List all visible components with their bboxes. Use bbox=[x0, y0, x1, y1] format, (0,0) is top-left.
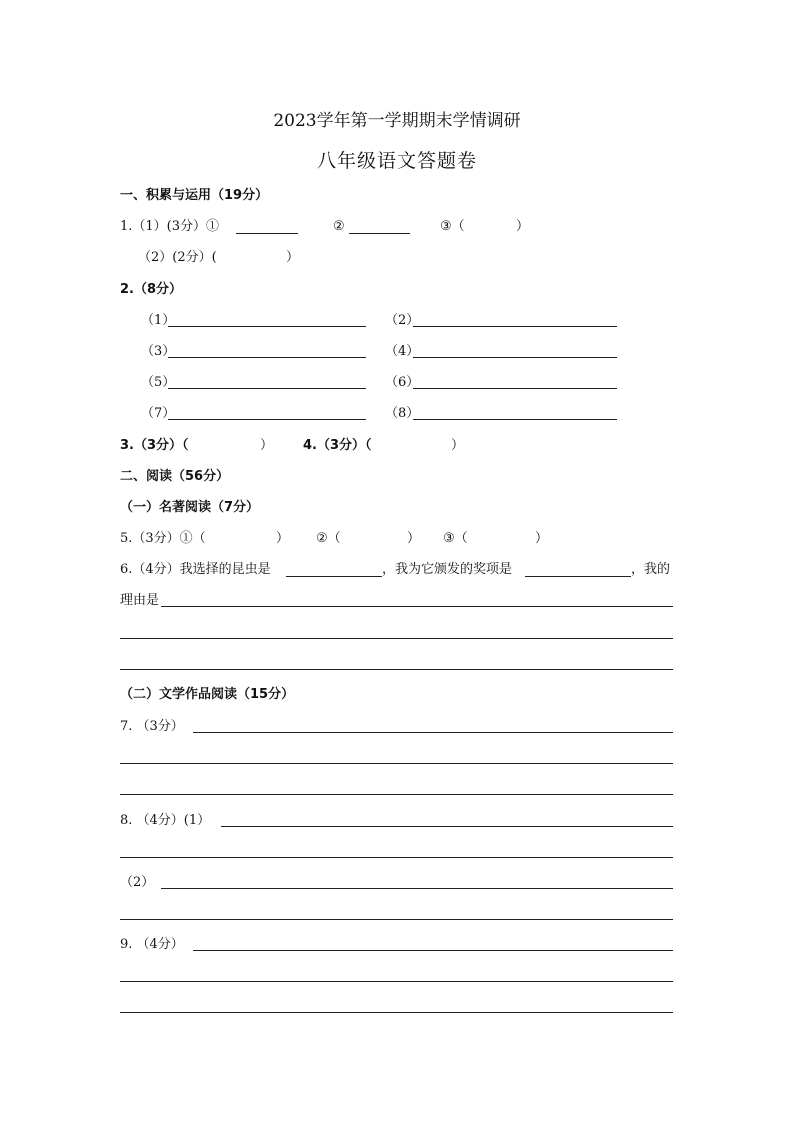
q2-answer-7[interactable] bbox=[168, 419, 366, 420]
q6-answer-insect[interactable] bbox=[286, 576, 382, 577]
q5-close-3: ） bbox=[535, 531, 549, 546]
q9-answer-3[interactable] bbox=[120, 1012, 673, 1013]
q4-close: ） bbox=[451, 438, 465, 453]
exam-title: 2023学年第一学期期末学情调研 bbox=[273, 111, 521, 131]
q2-item-8: （8） bbox=[385, 406, 420, 421]
q6-text-a: 6.（4分）我选择的昆虫是 bbox=[120, 562, 271, 577]
q5-circle-3: ③（ bbox=[443, 531, 468, 546]
q1-answer-1[interactable] bbox=[236, 233, 298, 234]
q6-answer-reason-1[interactable] bbox=[161, 606, 673, 607]
q1-paren-close-3: ） bbox=[516, 219, 530, 234]
section1-heading: 一、积累与运用（19分） bbox=[120, 188, 269, 203]
q6-text-c: ，我的 bbox=[631, 562, 671, 577]
q7-answer-1[interactable] bbox=[193, 732, 673, 733]
q6-answer-reason-2[interactable] bbox=[120, 638, 673, 639]
q2-item-5: （5） bbox=[141, 375, 176, 390]
q3-label: 3.（3分）（ bbox=[120, 438, 189, 453]
q5-close-1: ） bbox=[276, 531, 290, 546]
q3-close: ） bbox=[260, 438, 274, 453]
q2-answer-8[interactable] bbox=[413, 419, 617, 420]
q9-label: 9. （4分） bbox=[120, 937, 184, 952]
q2-answer-2[interactable] bbox=[413, 326, 617, 327]
q6-text-d: 理由是 bbox=[120, 593, 160, 608]
q2-item-7: （7） bbox=[141, 406, 176, 421]
q2-item-4: （4） bbox=[385, 344, 420, 359]
section2-heading: 二、阅读（56分） bbox=[120, 469, 230, 484]
q8-label: 8. （4分）(1） bbox=[120, 813, 211, 828]
q1-sub2: （2）(2分）( bbox=[138, 250, 217, 265]
exam-subtitle: 八年级语文答题卷 bbox=[316, 150, 477, 172]
q1-prefix: 1.（1）(3分）① bbox=[120, 219, 220, 234]
q6-answer-award[interactable] bbox=[525, 576, 631, 577]
q2-label: 2.（8分） bbox=[120, 282, 183, 297]
q8-answer-2a[interactable] bbox=[161, 888, 673, 889]
q6-answer-reason-3[interactable] bbox=[120, 669, 673, 670]
q8-sub2: （2） bbox=[120, 875, 155, 890]
part1-heading: （一）名著阅读（7分） bbox=[120, 500, 260, 515]
q2-answer-5[interactable] bbox=[168, 388, 366, 389]
q9-answer-1[interactable] bbox=[193, 950, 673, 951]
q7-label: 7. （3分） bbox=[120, 719, 184, 734]
q7-answer-3[interactable] bbox=[120, 794, 673, 795]
q8-answer-2b[interactable] bbox=[120, 919, 673, 920]
q2-answer-6[interactable] bbox=[413, 388, 617, 389]
q2-item-3: （3） bbox=[141, 344, 176, 359]
q8-answer-1a[interactable] bbox=[221, 826, 673, 827]
q6-text-b: ，我为它颁发的奖项是 bbox=[382, 562, 513, 577]
q2-answer-4[interactable] bbox=[413, 357, 617, 358]
q1-circle-2: ② bbox=[333, 219, 345, 234]
q1-sub2-close: ） bbox=[286, 250, 300, 265]
q2-item-6: （6） bbox=[385, 375, 420, 390]
q1-circle-3: ③（ bbox=[440, 219, 465, 234]
q2-answer-1[interactable] bbox=[168, 326, 366, 327]
q5-close-2: ） bbox=[407, 531, 421, 546]
q7-answer-2[interactable] bbox=[120, 763, 673, 764]
q8-answer-1b[interactable] bbox=[120, 857, 673, 858]
q2-item-2: （2） bbox=[385, 313, 420, 328]
q2-item-1: （1） bbox=[141, 313, 176, 328]
q5-label: 5.（3分）①（ bbox=[120, 531, 206, 546]
q2-answer-3[interactable] bbox=[168, 357, 366, 358]
q4-label: 4.（3分）（ bbox=[303, 438, 372, 453]
q1-answer-2[interactable] bbox=[349, 233, 410, 234]
q9-answer-2[interactable] bbox=[120, 981, 673, 982]
q5-circle-2: ②（ bbox=[316, 531, 341, 546]
part2-heading: （二）文学作品阅读（15分） bbox=[120, 687, 295, 702]
